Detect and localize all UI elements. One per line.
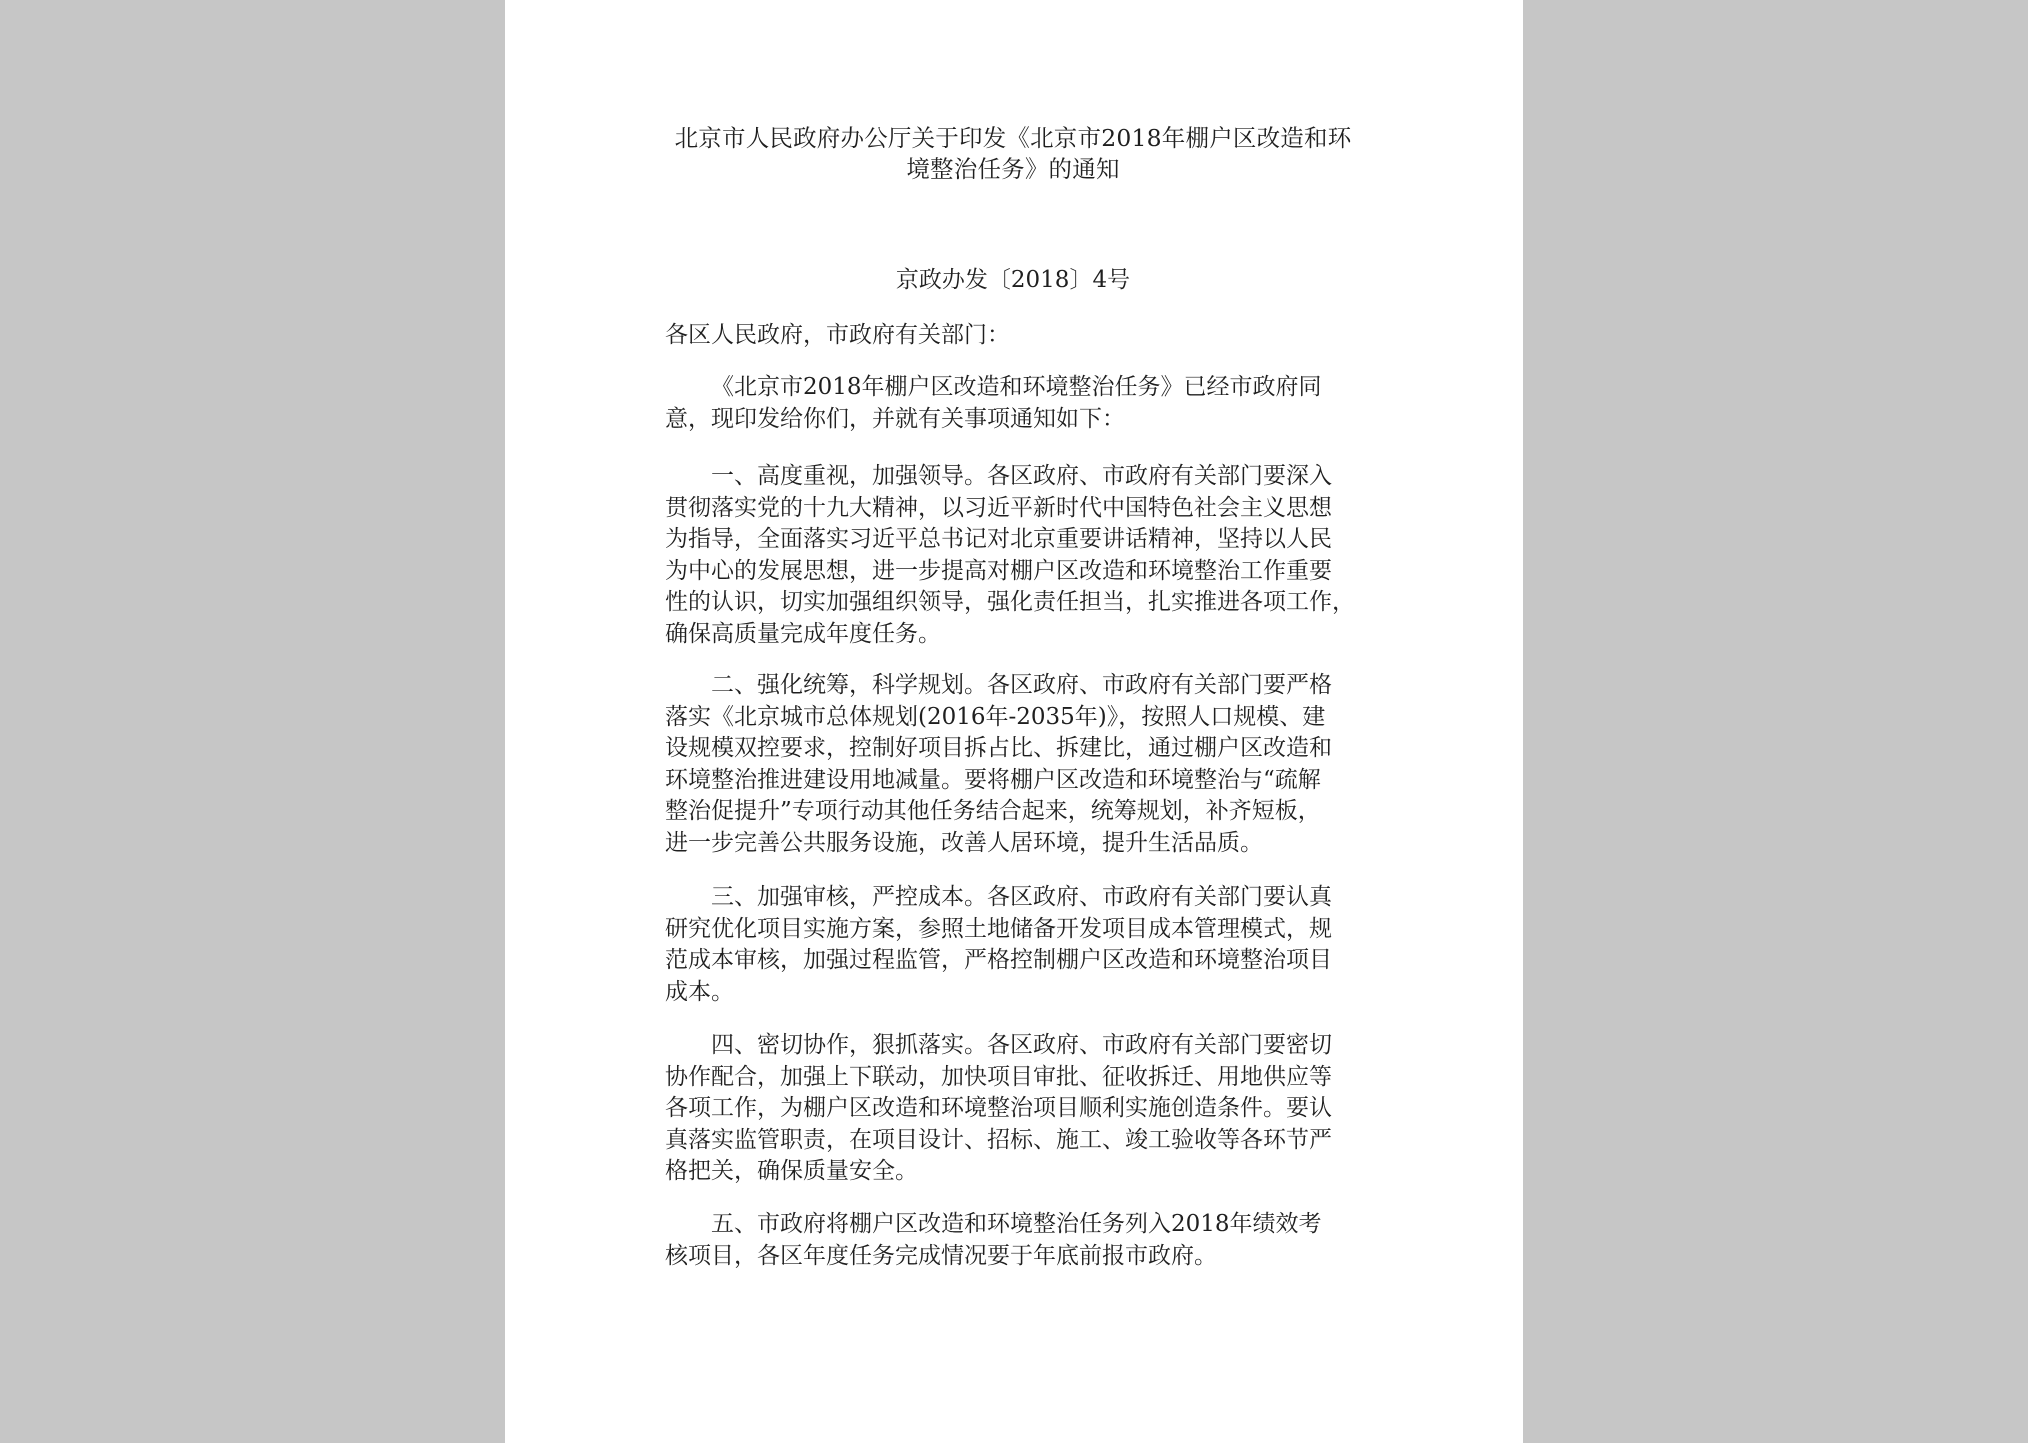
salutation: 各区人民政府，市政府有关部门： <box>665 322 1010 348</box>
paragraph-line: 研究优化项目实施方案，参照土地储备开发项目成本管理模式，规 <box>665 915 1332 942</box>
paragraph-line: 四、密切协作，狠抓落实。各区政府、市政府有关部门要密切 <box>711 1032 1332 1058</box>
paragraph-line: 二、强化统筹，科学规划。各区政府、市政府有关部门要严格 <box>711 672 1332 698</box>
paragraph-item-4 <box>665 1030 1377 1188</box>
paragraph-line: 五、市政府将棚户区改造和环境整治任务列入2018年绩效考 <box>711 1211 1322 1237</box>
paragraph-line: 整治促提升”专项行动其他任务结合起来，统筹规划，补齐短板， <box>665 798 1321 824</box>
paragraph-item-5 <box>665 1209 1377 1272</box>
paragraph-line: 各项工作，为棚户区改造和环境整治项目顺利实施创造条件。要认 <box>665 1095 1332 1121</box>
paragraph-line: 《北京市2018年棚户区改造和环境整治任务》已经市政府同 <box>711 374 1322 400</box>
paragraph-line: 真落实监管职责，在项目设计、招标、施工、竣工验收等各环节严 <box>665 1126 1332 1153</box>
paragraph-intro <box>665 372 1377 435</box>
paragraph-line: 格把关，确保质量安全。 <box>665 1158 918 1184</box>
paragraph-line: 环境整治推进建设用地减量。要将棚户区改造和环境整治与“疏解 <box>665 766 1321 793</box>
paragraph-item-3 <box>665 882 1377 1008</box>
paragraph-line: 进一步完善公共服务设施，改善人居环境，提升生活品质。 <box>665 829 1263 856</box>
paragraph-line: 贯彻落实党的十九大精神，以习近平新时代中国特色社会主义思想 <box>665 494 1332 521</box>
paragraph-line: 一、高度重视，加强领导。各区政府、市政府有关部门要深入 <box>711 463 1332 489</box>
paragraph-line: 核项目，各区年度任务完成情况要于年底前报市政府。 <box>665 1242 1217 1269</box>
paragraph-item-1 <box>665 461 1377 650</box>
paragraph-line: 三、加强审核，严控成本。各区政府、市政府有关部门要认真 <box>711 884 1332 910</box>
paragraph-line: 范成本审核，加强过程监管，严格控制棚户区改造和环境整治项目 <box>665 947 1332 973</box>
title-line: 北京市人民政府办公厅关于印发《北京市2018年棚户区改造和环 <box>674 124 1352 152</box>
paragraph-line: 为中心的发展思想，进一步提高对棚户区改造和环境整治工作重要 <box>665 557 1332 584</box>
paragraph-line: 性的认识，切实加强组织领导，强化责任担当，扎实推进各项工作， <box>665 589 1355 615</box>
paragraph-line: 为指导，全面落实习近平总书记对北京重要讲话精神，坚持以人民 <box>665 526 1332 552</box>
document-number: 京政办发〔2018〕4号 <box>895 267 1131 293</box>
paragraph-line: 设规模双控要求，控制好项目拆占比、拆建比，通过棚户区改造和 <box>665 735 1332 761</box>
paragraph-line: 确保高质量完成年度任务。 <box>665 620 941 647</box>
paragraph-item-2 <box>665 670 1377 859</box>
document-title <box>665 123 1361 185</box>
paragraph-line: 意，现印发给你们，并就有关事项通知如下： <box>665 405 1125 432</box>
document-page <box>505 0 1523 1443</box>
paragraph-line: 落实《北京城市总体规划(2016年-2035年)》，按照人口规模、建 <box>665 703 1326 730</box>
title-line: 境整治任务》的通知 <box>906 155 1120 183</box>
paragraph-line: 协作配合，加强上下联动，加快项目审批、征收拆迁、用地供应等 <box>665 1063 1332 1090</box>
paragraph-line: 成本。 <box>665 978 734 1005</box>
